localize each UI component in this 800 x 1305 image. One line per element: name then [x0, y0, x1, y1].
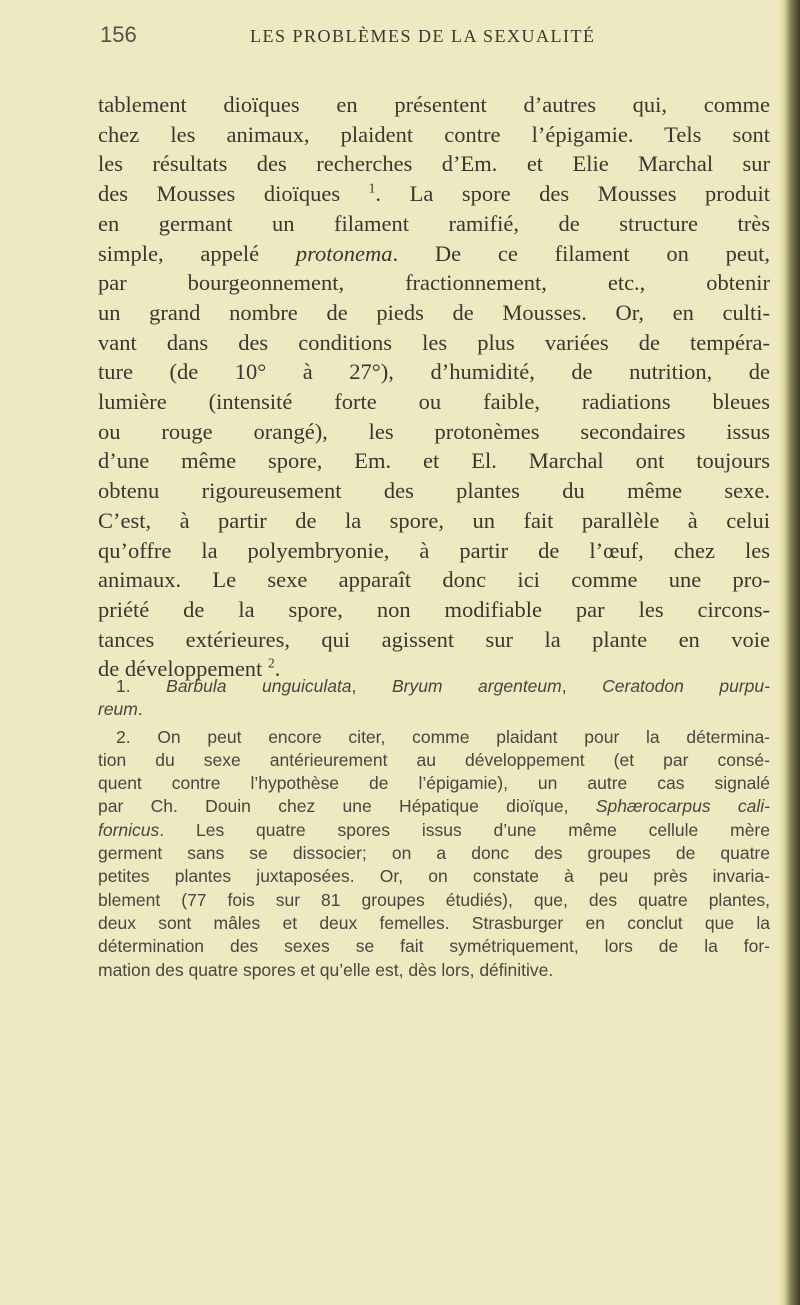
footnote-1: [98, 675, 770, 698]
page-header: [100, 22, 770, 52]
footnote-line: deux sont mâles et deux femelles. Strasburger en conclut que la: [98, 912, 770, 933]
text-line: par bourgeonnement, fractionnement, etc., obtenir: [98, 270, 770, 296]
species-name: fornicus: [98, 819, 160, 840]
footnote-line: germent sans se dissocier; on a donc des groupes de quatre: [98, 843, 770, 864]
text-line: C’est, à partir de la spore, un fait parallèle à celui: [98, 507, 770, 533]
species-name: reum: [98, 699, 138, 720]
text-line: ture (de 10° à 27°), d’humidité, de nutrition, de: [98, 359, 770, 385]
running-title: LES PROBLÈMES DE LA SEXUALITÉ: [250, 26, 596, 46]
footnote-number: 1.: [116, 676, 131, 696]
text-span: de développement: [98, 656, 263, 682]
body-text: [98, 90, 770, 684]
page-number: 156: [100, 22, 137, 47]
text-line: les résultats des recherches d’Em. et Elie Marchal sur: [98, 151, 770, 177]
footnote-line: tion du sexe antérieurement au développement (et par consé-: [98, 749, 770, 770]
text-line: tances extérieures, qui agissent sur la plante en voie: [98, 626, 770, 652]
text-line: [98, 179, 770, 209]
footnote-line: quent contre l’hypothèse de l’épigamie), un autre cas signalé: [98, 773, 770, 794]
footnotes: [98, 675, 770, 982]
text-line: un grand nombre de pieds de Mousses. Or, en culti-: [98, 299, 770, 325]
species-name: Barbula unguiculata: [166, 676, 352, 696]
text-line: ou rouge orangé), les protonèmes secondaires issus: [98, 418, 770, 444]
footnote-line: détermination des sexes se fait symétriquement, lors de la for-: [98, 936, 770, 957]
species-name: Bryum argenteum: [391, 676, 562, 696]
text-span: . De ce filament on peut,: [392, 240, 770, 266]
footnote-line: blement (77 fois sur 81 groupes étudiés), que, des quatre plantes,: [98, 889, 770, 910]
footnote-line: mation des quatre spores et qu’elle est, dès lors, définitive.: [98, 959, 554, 980]
text-line: d’une même spore, Em. et El. Marchal ont toujours: [98, 448, 770, 474]
text-span: ,: [561, 676, 603, 696]
text-span: .: [137, 699, 143, 720]
footnote-line: [98, 795, 770, 818]
italic-term: protonema: [295, 240, 393, 266]
text-line: vant dans des conditions les plus variées de tempéra-: [98, 329, 770, 355]
footnote-1-cont: [98, 698, 770, 721]
text-line: lumière (intensité forte ou faible, radiations bleues: [98, 389, 770, 415]
species-name: Ceratodon purpu-: [602, 676, 770, 696]
text-line: tablement dioïques en présentent d’autres qui, comme: [98, 92, 770, 117]
text-line: animaux. Le sexe apparaît donc ici comme une pro-: [98, 567, 770, 593]
footnote-line: petites plantes juxtaposées. Or, on constate à peu près invaria-: [98, 866, 770, 887]
text-line: obtenu rigoureusement des plantes du même sexe.: [98, 478, 770, 504]
footnote-ref-2[interactable]: 2: [267, 655, 275, 671]
text-span: . Les quatre spores issus d’une même cellule mère: [159, 819, 770, 840]
text-span: par Ch. Douin chez une Hépatique dioïque,: [98, 796, 569, 817]
species-name: Sphærocarpus cali-: [595, 796, 770, 817]
text-span: des Mousses dioïques: [98, 181, 341, 207]
footnote-line: [98, 819, 770, 842]
text-line: [98, 239, 770, 269]
text-line: chez les animaux, plaident contre l’épigamie. Tels sont: [98, 121, 770, 147]
text-span: simple, appelé: [98, 240, 260, 266]
text-span: . La spore des Mousses produit: [375, 181, 771, 207]
footnote-line: 2. On peut encore citer, comme plaidant pour la détermina-: [116, 726, 770, 747]
text-line: priété de la spore, non modifiable par les circons-: [98, 596, 770, 622]
book-binding-edge: [778, 0, 800, 1305]
text-span: ,: [351, 676, 392, 696]
text-line: en germant un filament ramifié, de structure très: [98, 210, 770, 236]
footnote-ref-1[interactable]: 1: [368, 180, 376, 196]
text-line: qu’offre la polyembryonie, à partir de l’œuf, chez les: [98, 537, 770, 563]
text-span: .: [274, 656, 281, 682]
